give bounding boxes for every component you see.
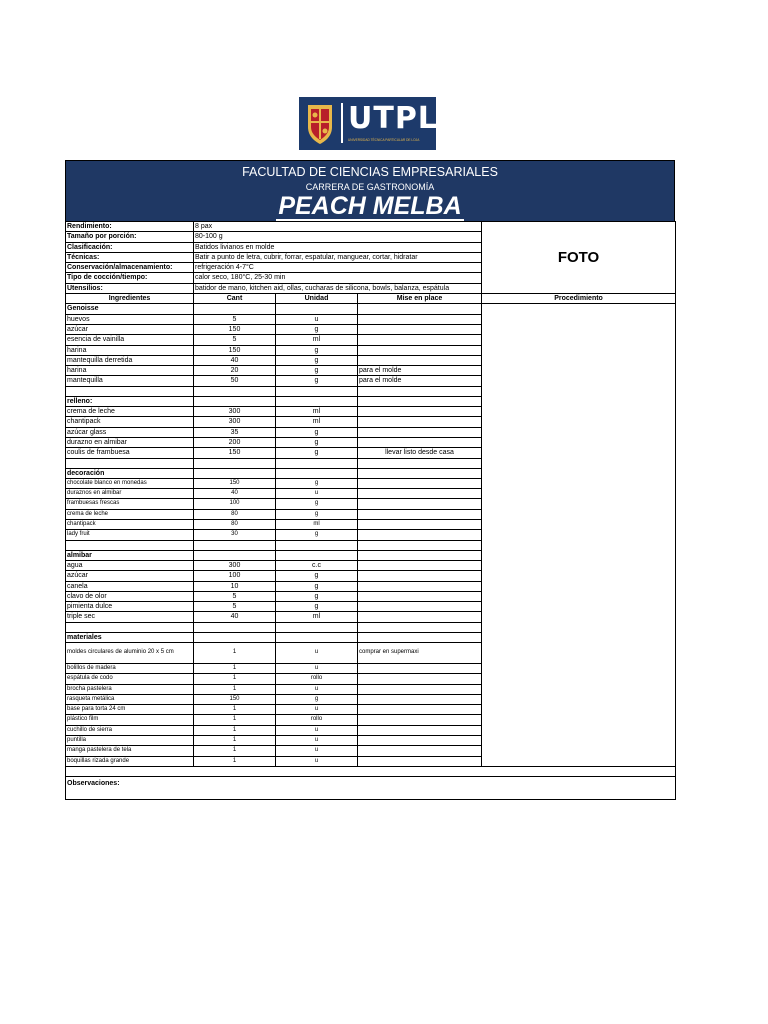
ingredient-name: chantipack xyxy=(66,417,194,427)
ingredient-quantity: 1 xyxy=(194,705,276,715)
ingredient-name: mantequilla derretida xyxy=(66,355,194,365)
ingredient-name: rasqueta metálica xyxy=(66,694,194,704)
ingredient-mise-en-place xyxy=(358,335,482,345)
empty-cell xyxy=(358,386,482,396)
ingredient-unit: ml xyxy=(276,520,358,530)
ingredient-mise-en-place xyxy=(358,663,482,673)
empty-cell xyxy=(66,386,194,396)
info-value: Batir a punto de letra, cubrir, forrar, espatular, manguear, cortar, hidratar xyxy=(194,252,482,262)
ingredient-unit: u xyxy=(276,489,358,499)
info-value: refrigeración 4-7°C xyxy=(194,263,482,273)
ingredient-name: chantipack xyxy=(66,520,194,530)
ingredient-mise-en-place xyxy=(358,736,482,746)
empty-cell xyxy=(194,304,276,314)
ingredient-mise-en-place xyxy=(358,407,482,417)
ingredient-unit: g xyxy=(276,366,358,376)
ingredient-name: huevos xyxy=(66,314,194,324)
ingredient-quantity: 150 xyxy=(194,345,276,355)
ingredient-quantity: 20 xyxy=(194,366,276,376)
ingredient-quantity: 100 xyxy=(194,499,276,509)
empty-cell xyxy=(194,540,276,550)
ingredient-unit: g xyxy=(276,602,358,612)
ingredient-mise-en-place: comprar en supermaxi xyxy=(358,642,482,663)
ingredient-unit: u xyxy=(276,314,358,324)
ingredient-mise-en-place xyxy=(358,530,482,540)
ingredient-name: moldes circulares de aluminio 20 x 5 cm xyxy=(66,642,194,663)
ingredient-unit: rollo xyxy=(276,715,358,725)
info-row xyxy=(66,222,676,232)
ingredient-quantity: 1 xyxy=(194,674,276,684)
ingredient-unit: g xyxy=(276,591,358,601)
ingredient-mise-en-place xyxy=(358,314,482,324)
ingredient-quantity: 150 xyxy=(194,478,276,488)
ingredient-name: durazno en almibar xyxy=(66,437,194,447)
empty-cell xyxy=(358,540,482,550)
ingredient-quantity: 5 xyxy=(194,335,276,345)
ingredient-quantity: 100 xyxy=(194,571,276,581)
info-label: Técnicas: xyxy=(66,252,194,262)
empty-cell xyxy=(276,540,358,550)
ingredient-unit: ml xyxy=(276,407,358,417)
empty-cell xyxy=(66,766,676,776)
ingredient-unit: g xyxy=(276,355,358,365)
ingredient-unit: ml xyxy=(276,612,358,622)
empty-cell xyxy=(194,622,276,632)
ingredient-mise-en-place xyxy=(358,725,482,735)
ingredient-unit: g xyxy=(276,581,358,591)
empty-cell xyxy=(276,396,358,406)
ingredient-name: canela xyxy=(66,581,194,591)
empty-cell xyxy=(276,458,358,468)
info-label: Tipo de cocción/tiempo: xyxy=(66,273,194,283)
ingredient-quantity: 300 xyxy=(194,417,276,427)
ingredient-name: azúcar glass xyxy=(66,427,194,437)
procedure-cell xyxy=(482,304,676,767)
ingredient-unit: c.c xyxy=(276,560,358,570)
ingredient-unit: u xyxy=(276,725,358,735)
ingredient-quantity: 1 xyxy=(194,684,276,694)
ingredient-unit: g xyxy=(276,448,358,458)
ingredient-mise-en-place xyxy=(358,417,482,427)
empty-cell xyxy=(194,550,276,560)
recipe-header xyxy=(65,160,675,221)
ingredient-quantity: 1 xyxy=(194,746,276,756)
info-label: Rendimiento: xyxy=(66,222,194,232)
ingredient-quantity: 40 xyxy=(194,489,276,499)
ingredient-name: coulis de frambuesa xyxy=(66,448,194,458)
column-header-quantity: Cant xyxy=(194,294,276,304)
ingredient-name: lady fruit xyxy=(66,530,194,540)
ingredient-quantity: 40 xyxy=(194,612,276,622)
ingredient-quantity: 5 xyxy=(194,314,276,324)
faculty-title: FACULTAD DE CIENCIAS EMPRESARIALES xyxy=(242,165,498,179)
column-header-mise-en-place: Mise en place xyxy=(358,294,482,304)
university-seal-icon xyxy=(304,101,336,145)
ingredient-mise-en-place xyxy=(358,355,482,365)
ingredient-mise-en-place xyxy=(358,715,482,725)
empty-cell xyxy=(276,304,358,314)
ingredient-unit: g xyxy=(276,478,358,488)
empty-cell xyxy=(194,468,276,478)
section-title: relleno: xyxy=(66,396,194,406)
section-title: decoración xyxy=(66,468,194,478)
ingredient-name: base para torta 24 cm xyxy=(66,705,194,715)
blank-row xyxy=(66,766,676,776)
ingredient-unit: u xyxy=(276,705,358,715)
ingredient-name: puntilla xyxy=(66,736,194,746)
section-title: almibar xyxy=(66,550,194,560)
ingredient-name: boquillas rizada grande xyxy=(66,756,194,766)
photo-placeholder: FOTO xyxy=(482,222,676,294)
empty-cell xyxy=(276,622,358,632)
ingredient-name: plástico film xyxy=(66,715,194,725)
ingredient-name: cuchillo de sierra xyxy=(66,725,194,735)
ingredient-name: bolillos de madera xyxy=(66,663,194,673)
ingredient-name: chocolate blanco en monedas xyxy=(66,478,194,488)
ingredient-mise-en-place xyxy=(358,437,482,447)
info-label: Utensilios: xyxy=(66,283,194,293)
empty-cell xyxy=(276,468,358,478)
info-label: Conservación/almacenamiento: xyxy=(66,263,194,273)
ingredient-quantity: 1 xyxy=(194,725,276,735)
ingredient-mise-en-place xyxy=(358,674,482,684)
info-value: calor seco, 180°C, 25-30 min xyxy=(194,273,482,283)
empty-cell xyxy=(276,632,358,642)
ingredient-quantity: 1 xyxy=(194,756,276,766)
logo-subtitle: UNIVERSIDAD TÉCNICA PARTICULAR DE LOJA xyxy=(348,138,420,142)
empty-cell xyxy=(358,396,482,406)
ingredient-mise-en-place xyxy=(358,520,482,530)
ingredient-name: duraznos en almibar xyxy=(66,489,194,499)
ingredient-quantity: 1 xyxy=(194,736,276,746)
column-header-ingredients: Ingredientes xyxy=(66,294,194,304)
ingredient-mise-en-place xyxy=(358,499,482,509)
recipe-table xyxy=(65,221,676,800)
column-header-row xyxy=(66,294,676,304)
section-title: materiales xyxy=(66,632,194,642)
ingredient-unit: rollo xyxy=(276,674,358,684)
ingredient-name: harina xyxy=(66,345,194,355)
ingredient-quantity: 300 xyxy=(194,407,276,417)
ingredient-mise-en-place: para el molde xyxy=(358,376,482,386)
ingredient-unit: g xyxy=(276,324,358,334)
ingredient-name: crema de leche xyxy=(66,509,194,519)
ingredient-name: clavo de olor xyxy=(66,591,194,601)
ingredient-name: brocha pastelera xyxy=(66,684,194,694)
ingredient-mise-en-place xyxy=(358,345,482,355)
empty-cell xyxy=(194,386,276,396)
ingredient-mise-en-place xyxy=(358,509,482,519)
ingredient-unit: g xyxy=(276,345,358,355)
logo-name: UTPL xyxy=(348,101,438,136)
ingredient-unit: u xyxy=(276,736,358,746)
ingredient-unit: ml xyxy=(276,417,358,427)
ingredient-unit: g xyxy=(276,571,358,581)
ingredient-quantity: 50 xyxy=(194,376,276,386)
career-title: CARRERA DE GASTRONOMÍA xyxy=(305,182,435,192)
ingredient-unit: g xyxy=(276,376,358,386)
ingredient-unit: g xyxy=(276,509,358,519)
ingredient-mise-en-place xyxy=(358,478,482,488)
empty-cell xyxy=(66,458,194,468)
column-header-procedure: Procedimiento xyxy=(482,294,676,304)
ingredient-quantity: 40 xyxy=(194,355,276,365)
ingredient-name: espátula de codo xyxy=(66,674,194,684)
ingredient-name: crema de leche xyxy=(66,407,194,417)
ingredient-quantity: 300 xyxy=(194,560,276,570)
section-title: Genoisse xyxy=(66,304,194,314)
observations-label: Observaciones: xyxy=(66,776,676,799)
empty-cell xyxy=(194,396,276,406)
utpl-logo xyxy=(299,97,436,150)
section-title-row xyxy=(66,304,676,314)
ingredient-name: frambuesas frescas xyxy=(66,499,194,509)
ingredient-unit: u xyxy=(276,756,358,766)
info-value: Batidos livianos en molde xyxy=(194,242,482,252)
ingredient-mise-en-place xyxy=(358,489,482,499)
ingredient-quantity: 35 xyxy=(194,427,276,437)
empty-cell xyxy=(358,632,482,642)
empty-cell xyxy=(358,458,482,468)
ingredient-mise-en-place: para el molde xyxy=(358,366,482,376)
empty-cell xyxy=(276,550,358,560)
ingredient-mise-en-place xyxy=(358,612,482,622)
empty-cell xyxy=(276,386,358,396)
ingredient-quantity: 5 xyxy=(194,602,276,612)
recipe-sheet xyxy=(65,160,675,800)
empty-cell xyxy=(358,304,482,314)
empty-cell xyxy=(358,468,482,478)
ingredient-name: esencia de vainilla xyxy=(66,335,194,345)
ingredient-quantity: 30 xyxy=(194,530,276,540)
ingredient-mise-en-place: llevar listo desde casa xyxy=(358,448,482,458)
ingredient-quantity: 1 xyxy=(194,715,276,725)
empty-cell xyxy=(66,540,194,550)
ingredient-quantity: 80 xyxy=(194,520,276,530)
ingredient-quantity: 1 xyxy=(194,663,276,673)
ingredient-mise-en-place xyxy=(358,756,482,766)
ingredient-mise-en-place xyxy=(358,694,482,704)
ingredient-unit: g xyxy=(276,427,358,437)
ingredient-unit: g xyxy=(276,499,358,509)
ingredient-unit: g xyxy=(276,530,358,540)
info-label: Tamaño por porción: xyxy=(66,232,194,242)
ingredient-unit: u xyxy=(276,746,358,756)
ingredient-mise-en-place xyxy=(358,427,482,437)
ingredient-name: triple sec xyxy=(66,612,194,622)
ingredient-quantity: 150 xyxy=(194,694,276,704)
ingredient-quantity: 80 xyxy=(194,509,276,519)
column-header-unit: Unidad xyxy=(276,294,358,304)
ingredient-name: azúcar xyxy=(66,324,194,334)
ingredient-quantity: 10 xyxy=(194,581,276,591)
empty-cell xyxy=(194,458,276,468)
ingredient-mise-en-place xyxy=(358,705,482,715)
ingredient-name: pimienta dulce xyxy=(66,602,194,612)
ingredient-mise-en-place xyxy=(358,602,482,612)
ingredient-mise-en-place xyxy=(358,746,482,756)
ingredient-unit: g xyxy=(276,437,358,447)
empty-cell xyxy=(66,622,194,632)
ingredient-quantity: 1 xyxy=(194,642,276,663)
info-value: 80-100 g xyxy=(194,232,482,242)
ingredient-mise-en-place xyxy=(358,324,482,334)
recipe-title: PEACH MELBA xyxy=(278,192,462,220)
ingredient-mise-en-place xyxy=(358,581,482,591)
info-value: 8 pax xyxy=(194,222,482,232)
ingredient-mise-en-place xyxy=(358,591,482,601)
ingredient-unit: u xyxy=(276,642,358,663)
ingredient-name: azúcar xyxy=(66,571,194,581)
info-value: batidor de mano, kitchen aid, ollas, cucharas de silicona, bowls, balanza, espátula xyxy=(194,283,482,293)
ingredient-name: mantequilla xyxy=(66,376,194,386)
ingredient-name: harina xyxy=(66,366,194,376)
ingredient-quantity: 5 xyxy=(194,591,276,601)
ingredient-name: agua xyxy=(66,560,194,570)
logo-divider xyxy=(341,103,343,143)
ingredient-unit: u xyxy=(276,663,358,673)
ingredient-name: manga pastelera de tela xyxy=(66,746,194,756)
ingredient-mise-en-place xyxy=(358,571,482,581)
info-label: Clasificación: xyxy=(66,242,194,252)
ingredient-unit: ml xyxy=(276,335,358,345)
observations-row xyxy=(66,776,676,799)
ingredient-quantity: 150 xyxy=(194,448,276,458)
ingredient-quantity: 200 xyxy=(194,437,276,447)
ingredient-unit: u xyxy=(276,684,358,694)
ingredient-unit: g xyxy=(276,694,358,704)
empty-cell xyxy=(194,632,276,642)
empty-cell xyxy=(358,622,482,632)
empty-cell xyxy=(358,550,482,560)
ingredient-quantity: 150 xyxy=(194,324,276,334)
ingredient-mise-en-place xyxy=(358,684,482,694)
ingredient-mise-en-place xyxy=(358,560,482,570)
